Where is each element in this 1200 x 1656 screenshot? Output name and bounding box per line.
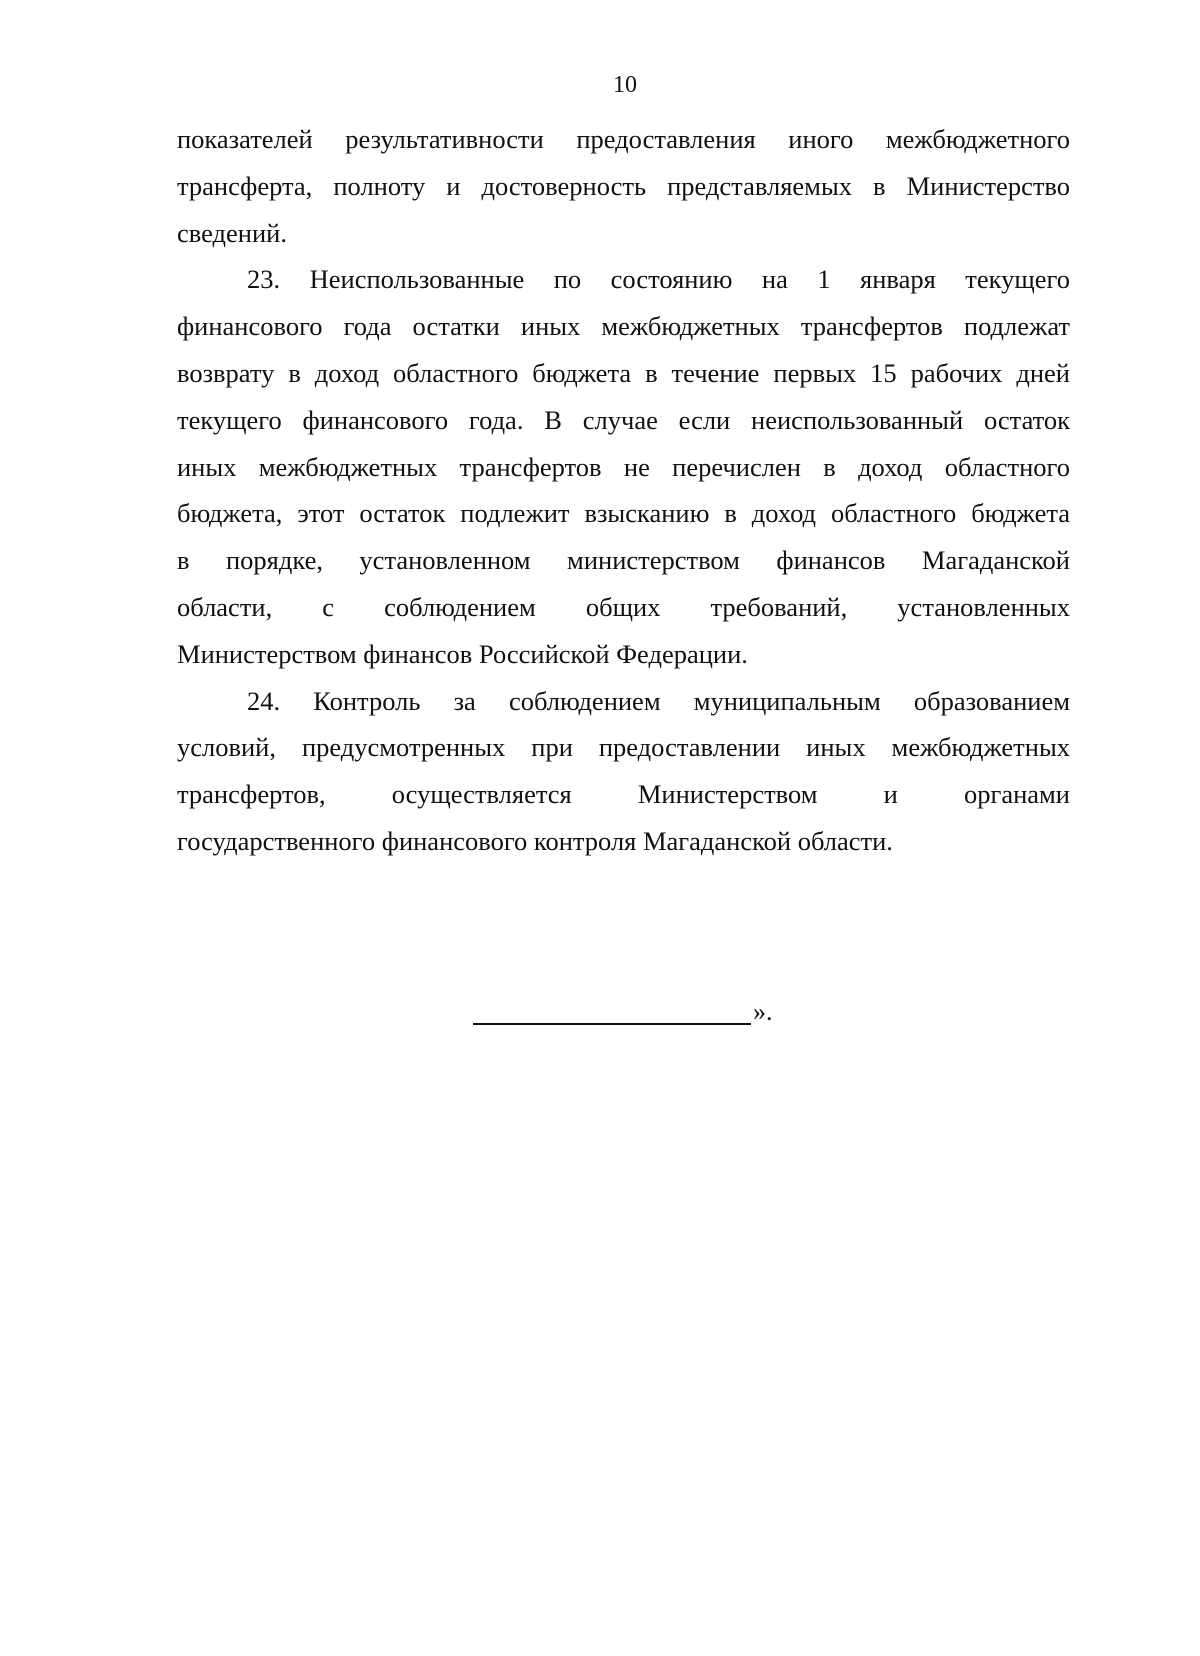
paragraph-continuation <box>177 116 1070 256</box>
text-line: трансферта, полноту и достоверность представляемых в Министерство <box>177 170 1070 201</box>
text-line: Министерством финансов Российской Федерации. <box>177 638 748 669</box>
text-line: 23. Неиспользованные по состоянию на 1 января текущего <box>247 264 1070 295</box>
text-line: финансового года остатки иных межбюджетных трансфертов подлежат <box>177 311 1070 342</box>
closing-rule <box>473 1023 751 1025</box>
closing-mark <box>473 997 773 1027</box>
text-line: в порядке, установленном министерством финансов Магаданской <box>177 545 1070 576</box>
text-line: текущего финансового года. В случае если неиспользованный остаток <box>177 404 1070 435</box>
text-line: показателей результативности предоставления иного межбюджетного <box>177 124 1070 154</box>
document-body <box>177 116 1070 865</box>
paragraph-23 <box>177 256 1070 677</box>
text-line: области, с соблюдением общих требований, установленных <box>177 591 1070 622</box>
text-line: сведений. <box>177 217 287 248</box>
text-line: бюджета, этот остаток подлежит взысканию в доход областного бюджета <box>177 498 1070 529</box>
paragraph-24 <box>177 678 1070 865</box>
text-line: 24. Контроль за соблюдением муниципальным образованием <box>247 685 1070 716</box>
closing-quote: ». <box>753 997 773 1026</box>
text-line: государственного финансового контроля Магаданской области. <box>177 825 893 856</box>
text-line: условий, предусмотренных при предоставлении иных межбюджетных <box>177 732 1070 763</box>
text-line: трансфертов, осуществляется Министерством и органами <box>177 779 1070 810</box>
text-line: иных межбюджетных трансфертов не перечислен в доход областного <box>177 451 1070 482</box>
text-line: возврату в доход областного бюджета в течение первых 15 рабочих дней <box>177 357 1070 388</box>
page-number: 10 <box>613 72 637 98</box>
